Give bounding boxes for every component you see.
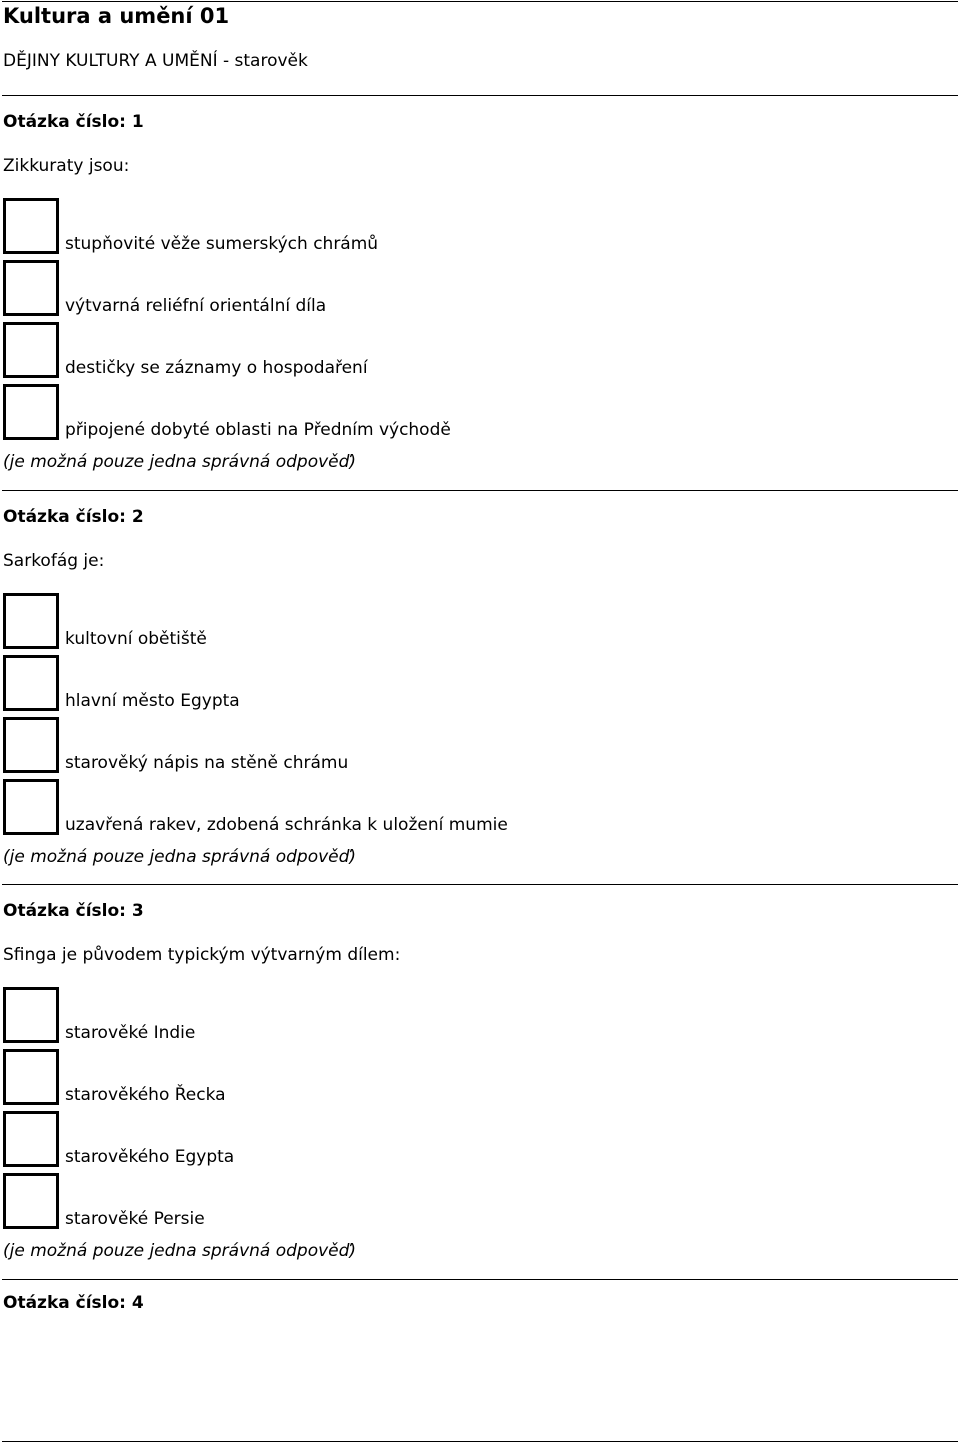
answer-option	[0, 198, 960, 260]
answer-label: připojené dobyté oblasti na Předním východě	[65, 420, 451, 440]
answer-option	[0, 779, 960, 841]
question-text: Sfinga je původem typickým výtvarným dílem:	[3, 945, 401, 965]
question-2	[0, 491, 960, 886]
answer-label: kultovní obětiště	[65, 629, 207, 649]
answer-checkbox[interactable]	[3, 717, 59, 773]
answer-checkbox[interactable]	[3, 779, 59, 835]
answer-checkbox[interactable]	[3, 322, 59, 378]
answer-option	[0, 384, 960, 446]
question-3	[0, 885, 960, 1280]
answer-checkbox[interactable]	[3, 1111, 59, 1167]
top-rule	[2, 1, 958, 2]
answer-checkbox[interactable]	[3, 1173, 59, 1229]
answer-label: uzavřená rakev, zdobená schránka k uložení mumie	[65, 815, 508, 835]
question-1	[0, 96, 960, 491]
answer-label: stupňovité věže sumerských chrámů	[65, 234, 379, 254]
answer-label: starověké Persie	[65, 1209, 205, 1229]
answer-checkbox[interactable]	[3, 384, 59, 440]
answer-label: hlavní město Egypta	[65, 691, 240, 711]
answer-label: starověkého Egypta	[65, 1147, 235, 1167]
document-title: Kultura a umění 01	[3, 4, 230, 28]
answer-option	[0, 322, 960, 384]
answer-label: starověkého Řecka	[65, 1085, 226, 1105]
question-text: Sarkofág je:	[3, 551, 105, 571]
answer-options	[0, 593, 960, 841]
answer-checkbox[interactable]	[3, 655, 59, 711]
answer-options	[0, 987, 960, 1235]
answer-note: (je možná pouze jedna správná odpověď)	[3, 847, 357, 867]
answer-checkbox[interactable]	[3, 260, 59, 316]
answer-label: destičky se záznamy o hospodaření	[65, 358, 368, 378]
answer-option	[0, 1049, 960, 1111]
answer-option	[0, 593, 960, 655]
answer-option	[0, 717, 960, 779]
answer-label: výtvarná reliéfní orientální díla	[65, 296, 327, 316]
question-text: Zikkuraty jsou:	[3, 156, 130, 176]
answer-checkbox[interactable]	[3, 987, 59, 1043]
answer-options	[0, 198, 960, 446]
question-heading: Otázka číslo: 2	[3, 507, 144, 527]
bottom-rule	[2, 1441, 958, 1442]
question-heading: Otázka číslo: 3	[3, 901, 144, 921]
answer-option	[0, 1111, 960, 1173]
question-4-heading: Otázka číslo: 4	[3, 1293, 144, 1313]
answer-note: (je možná pouze jedna správná odpověď)	[3, 1241, 357, 1261]
answer-option	[0, 260, 960, 322]
answer-option	[0, 987, 960, 1049]
answer-option	[0, 655, 960, 717]
answer-note: (je možná pouze jedna správná odpověď)	[3, 452, 357, 472]
answer-checkbox[interactable]	[3, 1049, 59, 1105]
question-4-rule	[2, 1279, 958, 1280]
answer-option	[0, 1173, 960, 1235]
document-subtitle: DĚJINY KULTURY A UMĚNÍ - starověk	[3, 51, 308, 71]
answer-checkbox[interactable]	[3, 593, 59, 649]
question-heading: Otázka číslo: 1	[3, 112, 144, 132]
answer-checkbox[interactable]	[3, 198, 59, 254]
answer-label: starověký nápis na stěně chrámu	[65, 753, 349, 773]
answer-label: starověké Indie	[65, 1023, 196, 1043]
